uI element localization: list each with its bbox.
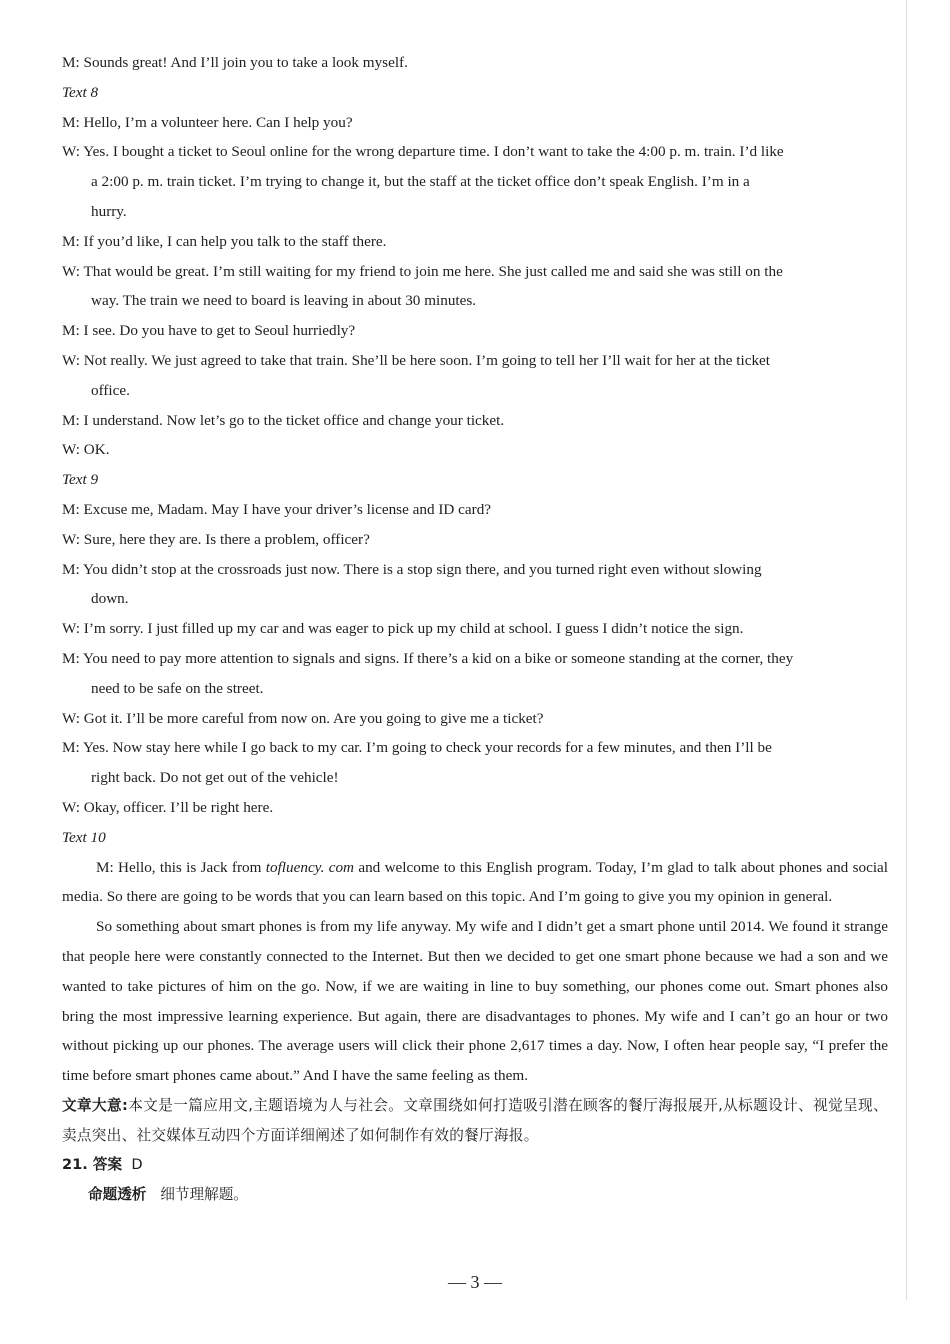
dialogue-line: M: Yes. Now stay here while I go back to my car. I’m going to check your records for a few minutes, and then I’ll be <box>62 739 772 757</box>
text10-paragraph-2: So something about smart phones is from my life anyway. My wife and I didn’t get a smart phone until 2014. We found it strange that people here were constantly connected to the Internet. But then we decided to get one smart phone because we had a son and we wanted to take pictures of him on the go. Now, if we are waiting in line to buy something, our phones come out. Smart phones also bring the most impressive learning experience. But again, there are disadvantages to phones. My wife and I can’t go an hour or two without picking up our phones. The average users will click their phone 2,617 times a day. Now, I often hear people say, “I prefer the time before smart phones came about.” And I have the same feeling as them. <box>62 918 888 1085</box>
dialogue-line: hurry. <box>91 202 127 220</box>
website-name: tofluency. com <box>265 858 355 876</box>
dialogue-line: W: Okay, officer. I’ll be right here. <box>62 798 274 816</box>
section-label: Text 10 <box>62 828 106 846</box>
dialogue-lines <box>62 48 888 853</box>
dialogue-line: M: If you’d like, I can help you talk to the staff there. <box>62 232 387 250</box>
dialogue-line: need to be safe on the street. <box>91 679 264 697</box>
dialogue-line: M: You need to pay more attention to signals and signs. If there’s a kid on a bike or someone standing at the corner, they <box>62 649 794 667</box>
text10-paragraph-1 <box>62 853 888 913</box>
dialogue-line: M: I understand. Now let’s go to the ticket office and change your ticket. <box>62 411 505 429</box>
dialogue-line: W: I’m sorry. I just filled up my car and was eager to pick up my child at school. I guess I didn’t notice the sign. <box>62 620 744 638</box>
dialogue-line: M: Excuse me, Madam. May I have your driver’s license and ID card? <box>62 500 492 518</box>
page-number: — 3 — <box>448 1272 502 1292</box>
dialogue-line: M: You didn’t stop at the crossroads just now. There is a stop sign there, and you turned right even without slowing <box>62 560 762 578</box>
paragraph-text: M: Hello, this is Jack from <box>96 858 266 876</box>
section-label: Text 9 <box>62 471 99 489</box>
dialogue-line: W: That would be great. I’m still waiting for my friend to join me here. She just called me and said she was still on the <box>62 262 783 280</box>
dialogue-line: way. The train we need to board is leaving in about 30 minutes. <box>91 292 477 310</box>
dialogue-line: M: Hello, I’m a volunteer here. Can I help you? <box>62 113 353 131</box>
analysis-text: 细节理解题。 <box>160 1186 248 1204</box>
paragraph-text: and welcome to this English program. Today, I’m glad to talk about phones and social media. So there are going to be words that you can learn based on this topic. And I’m going to give you my opinion in general. <box>62 858 889 906</box>
dialogue-line: W: Sure, here they are. Is there a problem, officer? <box>62 530 370 548</box>
dialogue-line: W: Got it. I’ll be more careful from now on. Are you going to give me a ticket? <box>62 709 544 727</box>
summary-label: 文章大意: <box>62 1096 129 1114</box>
analysis-label: 命题透析 <box>88 1186 147 1204</box>
dialogue-line: right back. Do not get out of the vehicle! <box>91 769 339 787</box>
page-edge <box>906 0 907 1300</box>
answer-value: D <box>131 1156 143 1174</box>
document-body <box>62 48 888 1210</box>
answer-label: 21. 答案 <box>62 1156 123 1174</box>
analysis-line <box>62 1180 888 1210</box>
dialogue-line: W: Yes. I bought a ticket to Seoul online for the wrong departure time. I don’t want to take the 4:00 p. m. train. I’d like <box>62 143 784 161</box>
dialogue-line: down. <box>91 590 129 608</box>
answer-line <box>62 1150 888 1180</box>
dialogue-line: office. <box>91 381 130 399</box>
dialogue-line: W: OK. <box>62 441 110 459</box>
dialogue-line: a 2:00 p. m. train ticket. I’m trying to change it, but the staff at the ticket office don’t speak English. I’m in a <box>91 173 750 191</box>
dialogue-line: M: Sounds great! And I’ll join you to take a look myself. <box>62 54 408 71</box>
summary-text: 本文是一篇应用文,主题语境为人与社会。文章围绕如何打造吸引潜在顾客的餐厅海报展开,从标题设计、视觉呈现、卖点突出、社交媒体互动四个方面详细阐述了如何制作有效的餐厅海报。 <box>62 1096 888 1144</box>
dialogue-line: M: I see. Do you have to get to Seoul hurriedly? <box>62 322 356 340</box>
dialogue-line: W: Not really. We just agreed to take that train. She’ll be here soon. I’m going to tell her I’ll wait for her at the ticket <box>62 351 770 369</box>
article-summary <box>62 1091 888 1151</box>
section-label: Text 8 <box>62 83 99 101</box>
